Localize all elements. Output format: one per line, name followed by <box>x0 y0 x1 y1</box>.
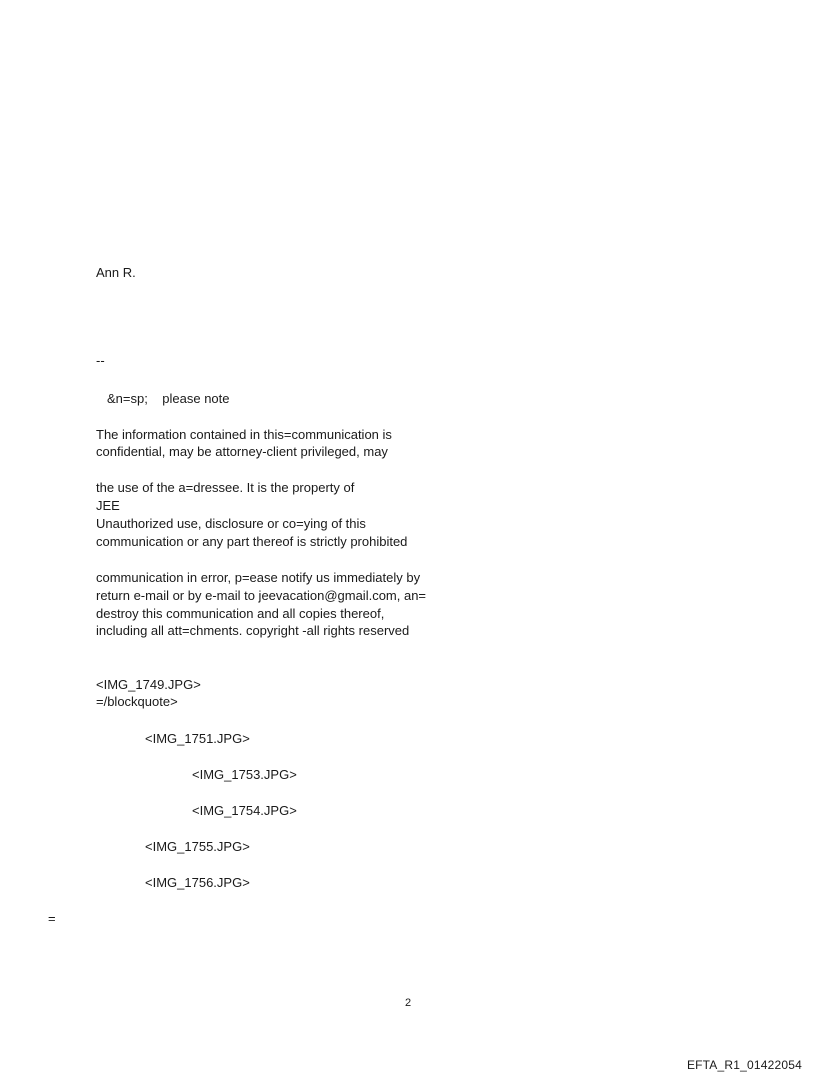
attachment-reference: <IMG_1751.JPG> <box>145 731 250 746</box>
attachment-reference: <IMG_1755.JPG> <box>145 839 250 854</box>
attachment-reference: <IMG_1749.JPG> <box>96 677 201 692</box>
disclaimer-line: JEE <box>96 498 120 513</box>
page-number: 2 <box>404 997 412 1009</box>
disclaimer-line: destroy this communication and all copies thereof, <box>96 606 385 621</box>
disclaimer-line: the use of the a=dressee. It is the property of <box>96 480 355 495</box>
trailing-equals: = <box>48 911 56 926</box>
signature-name: Ann R. <box>96 265 136 280</box>
disclaimer-line: confidential, may be attorney-client privileged, may <box>96 444 388 459</box>
attachment-reference: <IMG_1753.JPG> <box>192 767 297 782</box>
note-heading: &n=sp; please note <box>107 391 230 406</box>
disclaimer-line: Unauthorized use, disclosure or co=ying of this <box>96 516 366 531</box>
disclaimer-line: communication in error, p=ease notify us immediately by <box>96 570 421 585</box>
document-id: EFTA_R1_01422054 <box>686 1058 802 1072</box>
attachment-reference: <IMG_1754.JPG> <box>192 803 297 818</box>
disclaimer-line: communication or any part thereof is strictly prohibited <box>96 534 408 549</box>
disclaimer-line: return e-mail or by e-mail to jeevacation@gmail.com, an= <box>96 588 427 603</box>
attachment-reference: <IMG_1756.JPG> <box>145 875 250 890</box>
disclaimer-line: including all att=chments. copyright -all rights reserved <box>96 623 410 638</box>
blockquote-marker: =/blockquote> <box>96 694 178 709</box>
disclaimer-line: The information contained in this=communication is <box>96 427 392 442</box>
signature-separator: -- <box>96 353 105 368</box>
